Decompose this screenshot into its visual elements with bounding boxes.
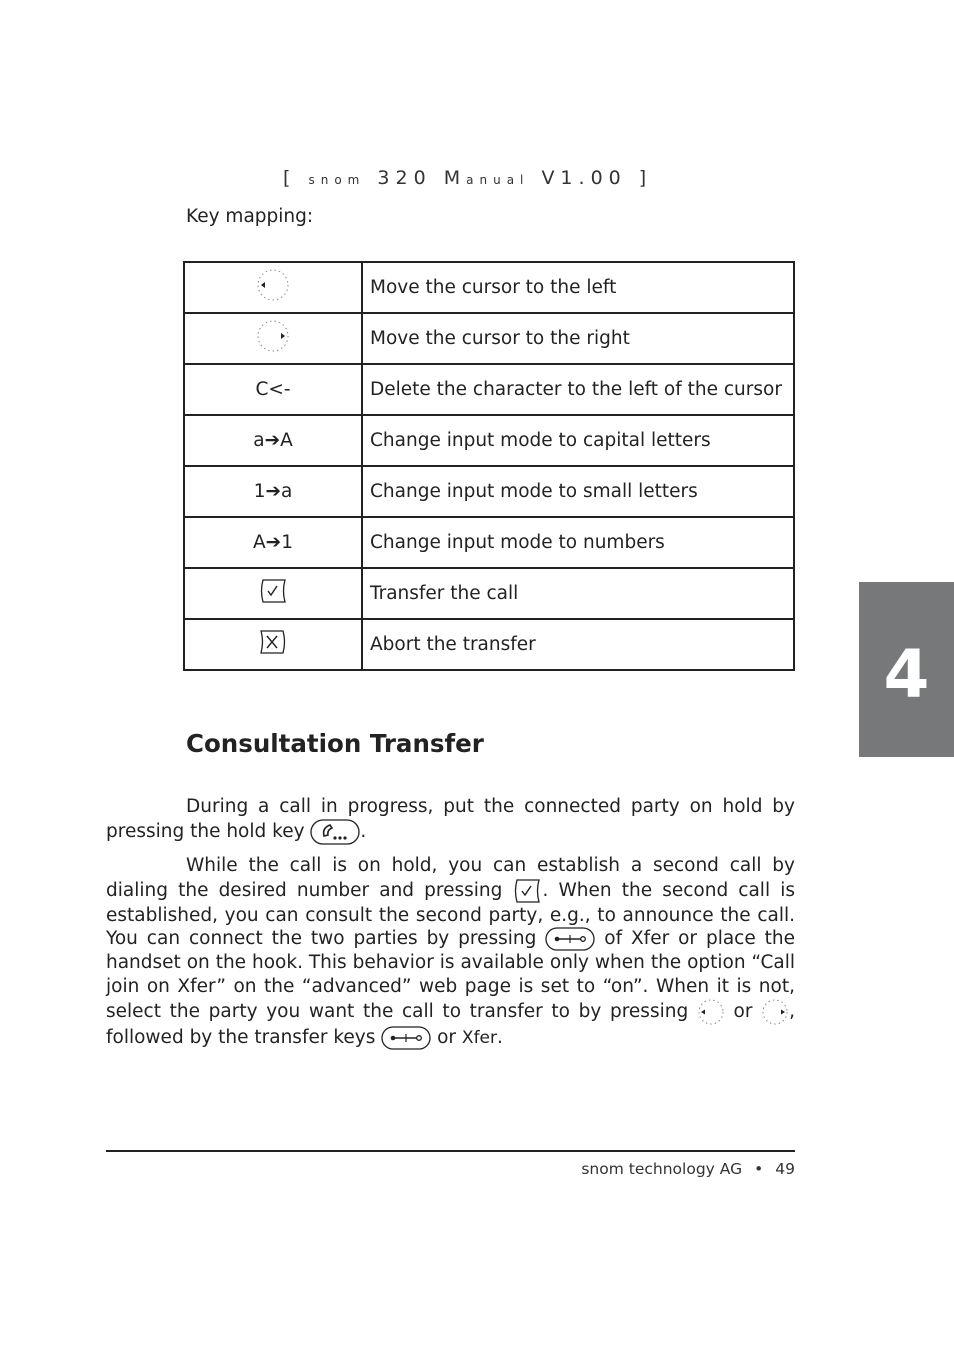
header-manual-initial: M bbox=[443, 167, 467, 189]
check-key-icon bbox=[258, 577, 288, 605]
key-cell bbox=[184, 313, 362, 364]
footer-company: snom technology AG bbox=[581, 1160, 743, 1178]
chapter-tab: 4 bbox=[859, 582, 954, 757]
key-cell: 1➔a bbox=[184, 466, 362, 517]
header-brand: snom bbox=[308, 173, 366, 187]
description-cell: Abort the transfer bbox=[362, 619, 794, 670]
description-cell: Move the cursor to the left bbox=[362, 262, 794, 313]
header-open-bracket: [ bbox=[283, 167, 297, 189]
description-cell: Transfer the call bbox=[362, 568, 794, 619]
paragraph-hold bbox=[106, 795, 795, 845]
paragraph-text: or bbox=[724, 1001, 762, 1022]
header-close-bracket: ] bbox=[638, 167, 653, 189]
key-cell bbox=[184, 619, 362, 670]
table-row bbox=[184, 568, 794, 619]
paragraph-text: . bbox=[360, 820, 367, 842]
section-title: Consultation Transfer bbox=[186, 729, 484, 758]
hold-key-icon bbox=[310, 819, 360, 845]
key-mapping-label: Key mapping: bbox=[186, 206, 314, 227]
table-row bbox=[184, 364, 794, 415]
paragraph-text: While the call is on hold, you can establish a second call by dialing the desired number and pressing bbox=[106, 855, 795, 901]
transfer-key-icon bbox=[545, 927, 595, 951]
table-row bbox=[184, 619, 794, 670]
key-cell: A➔1 bbox=[184, 517, 362, 568]
table-row bbox=[184, 466, 794, 517]
nav-left-icon bbox=[256, 268, 290, 302]
nav-right-icon bbox=[761, 998, 789, 1026]
footer-rule bbox=[106, 1150, 795, 1152]
footer-bullet: • bbox=[754, 1160, 764, 1178]
nav-right-icon bbox=[256, 319, 290, 353]
paragraph-text: of Xfer or place the handset on the hook. This behavior is available only when the option “Call join on Xfer” on the “advanced” web page is set to “on”. When it is not, select the party you want the call to transfer to by pressing bbox=[106, 928, 796, 1022]
footer bbox=[581, 1160, 795, 1178]
header-manual-rest: anual bbox=[466, 173, 530, 187]
paragraph-text: . When the second call is established, you can consult the second party, e.g., to announce the call. You can connect the two parties by pressing bbox=[106, 879, 795, 949]
key-cell: C<- bbox=[184, 364, 362, 415]
paragraph-text: During a call in progress, put the connected party on hold by pressing the hold key bbox=[106, 796, 795, 842]
key-mapping-table bbox=[183, 261, 795, 671]
paragraph-transfer bbox=[106, 854, 795, 1051]
table-row bbox=[184, 415, 794, 466]
header-model: 320 bbox=[377, 167, 432, 189]
description-cell: Change input mode to capital letters bbox=[362, 415, 794, 466]
check-key-icon bbox=[512, 878, 542, 904]
description-cell: Move the cursor to the right bbox=[362, 313, 794, 364]
table-row bbox=[184, 313, 794, 364]
description-cell: Change input mode to small letters bbox=[362, 466, 794, 517]
running-header bbox=[283, 167, 652, 189]
header-version: V1.00 bbox=[541, 167, 627, 189]
nav-left-icon bbox=[697, 998, 725, 1026]
cancel-key-icon bbox=[258, 628, 288, 656]
xfer-key-label: Xfer bbox=[461, 1028, 498, 1048]
page-number: 49 bbox=[775, 1160, 795, 1178]
table-row bbox=[184, 517, 794, 568]
paragraph-text: . bbox=[497, 1027, 503, 1048]
paragraph-text: , followed by the transfer keys bbox=[106, 1001, 795, 1048]
description-cell: Delete the character to the left of the cursor bbox=[362, 364, 794, 415]
paragraph-text: or bbox=[431, 1027, 462, 1048]
table-row bbox=[184, 262, 794, 313]
key-cell: a➔A bbox=[184, 415, 362, 466]
key-cell bbox=[184, 568, 362, 619]
description-cell: Change input mode to numbers bbox=[362, 517, 794, 568]
key-cell bbox=[184, 262, 362, 313]
transfer-key-icon bbox=[381, 1026, 431, 1050]
